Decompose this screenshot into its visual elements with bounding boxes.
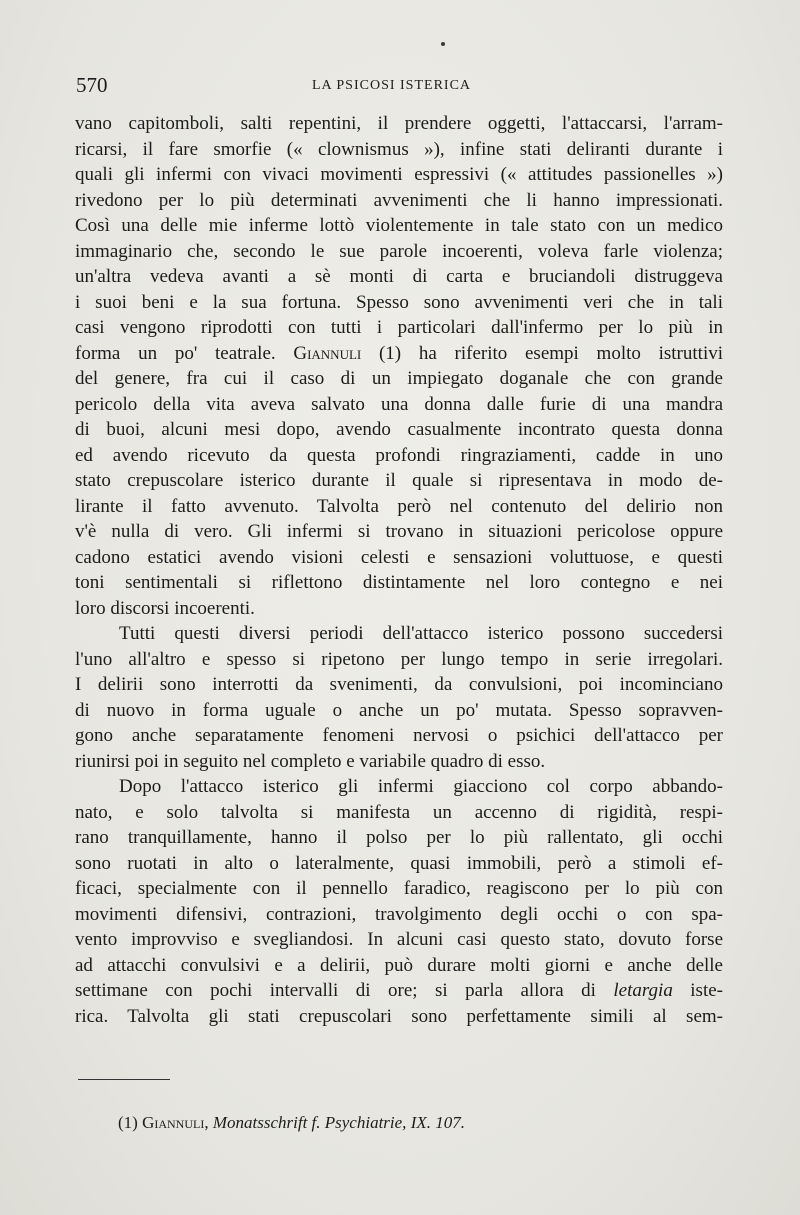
footnote-marker: (1) — [118, 1113, 138, 1132]
text-line: cadono estatici avendo visioni celesti e sensazioni voluttuose, e questi — [75, 546, 723, 568]
text-line-with-term — [75, 978, 723, 1004]
text-line: ricarsi, il fare smorfie (« clownismus »), infine stati deliranti durante i — [75, 138, 723, 160]
text-line: sono ruotati in alto o lateralmente, quasi immobili, però a stimoli ef- — [75, 852, 723, 874]
page-number: 570 — [76, 73, 108, 97]
body-text — [75, 111, 723, 1029]
text-line: vento improvviso e svegliandosi. In alcuni casi questo stato, dovuto forse — [75, 929, 723, 950]
footnote-volume: IX. 107. — [410, 1113, 465, 1132]
text-line: stato crepuscolare isterico durante il quale si ripresentava in modo de- — [75, 470, 723, 491]
text-line: un'altra vedeva avanti a sè monti di carta e bruciandoli distruggeva — [75, 266, 723, 287]
text-line: vano capitomboli, salti repentini, il prendere oggetti, l'attaccarsi, l'arram- — [75, 113, 723, 134]
text-line: Tutti questi diversi periodi dell'attacco isterico possono succedersi — [119, 623, 723, 644]
text-line: casi vengono riprodotti con tutti i particolari dall'infermo per lo più in — [75, 317, 723, 338]
text-line: gono anche separatamente fenomeni nervosi o psichici dell'attacco per — [75, 725, 723, 746]
text-line: rica. Talvolta gli stati crepuscolari sono perfettamente simili al sem- — [75, 1005, 723, 1027]
footnote-divider — [78, 1079, 170, 1080]
text-line: riunirsi poi in seguito nel completo e variabile quadro di esso. — [75, 750, 546, 772]
text-line: rano tranquillamente, hanno il polso per lo più rallentato, gli occhi — [75, 827, 723, 848]
text-line: loro discorsi incoerenti. — [75, 597, 255, 619]
text-line: nato, e solo talvolta si manifesta un accenno di rigidità, respi- — [75, 801, 723, 823]
ink-speck — [441, 42, 445, 46]
footnote — [118, 1113, 465, 1133]
text-line: Dopo l'attacco isterico gli infermi giacciono col corpo abbando- — [119, 776, 723, 797]
italic-term: letargia — [613, 980, 673, 1001]
text-segment: forma un po' teatrale. — [75, 342, 276, 364]
text-line: Così una delle mie inferme lottò violentemente in tale stato con un medico — [75, 215, 723, 236]
text-line: I delirii sono interrotti da svenimenti, da convulsioni, poi incominciano — [75, 674, 723, 695]
text-line: lirante il fatto avvenuto. Talvolta però nel contenuto del delirio non — [75, 495, 723, 517]
running-title: LA PSICOSI ISTERICA — [312, 78, 472, 93]
text-line-with-citation — [75, 341, 723, 367]
text-line: i suoi beni e la sua fortuna. Spesso sono avvenimenti veri che in tali — [75, 291, 723, 313]
text-line: movimenti difensivi, contrazioni, travolgimento degli occhi o con spa- — [75, 903, 723, 925]
text-line: di buoi, alcuni mesi dopo, avendo casualmente incontrato questa donna — [75, 419, 723, 440]
text-line: di nuovo in forma uguale o anche un po' mutata. Spesso sopravven- — [75, 699, 723, 721]
text-line: toni sentimentali si riflettono distintamente nel loro contegno e nei — [75, 572, 723, 593]
text-line: ad attacchi convulsivi e a delirii, può durare molti giorni e anche delle — [75, 954, 723, 976]
text-line: quali gli infermi con vivaci movimenti espressivi (« attitudes passionelles ») — [75, 164, 723, 185]
text-line: pericolo della vita aveva salvato una donna dalle furie di una mandra — [75, 393, 723, 415]
text-segment: iste- — [690, 980, 723, 1001]
text-segment: settimane con pochi intervalli di ore; si parla allora di — [75, 980, 596, 1001]
text-line: v'è nulla di vero. Gli infermi si trovano in situazioni pericolose oppure — [75, 521, 723, 542]
page-header — [72, 73, 724, 103]
footnote-author: Giannuli, — [142, 1113, 209, 1132]
text-line: ed avendo ricevuto da questa profondi ringraziamenti, cadde in uno — [75, 444, 723, 466]
footnote-journal: Monatsschrift f. Psychiatrie, — [212, 1113, 407, 1132]
text-line: rivedono per lo più determinati avvenimenti che li hanno impressionati. — [75, 189, 723, 211]
text-line: ficaci, specialmente con il pennello faradico, reagiscono per lo più con — [75, 878, 723, 899]
citation-author: Giannuli — [293, 342, 362, 364]
text-line: immaginario che, secondo le sue parole incoerenti, voleva farle violenza; — [75, 240, 723, 262]
text-line: del genere, fra cui il caso di un impiegato doganale che con grande — [75, 368, 723, 389]
text-segment: (1) ha riferito esempi molto istruttivi — [378, 342, 723, 364]
text-line: l'uno all'altro e spesso si ripetono per lungo tempo in serie irregolari. — [75, 648, 723, 670]
